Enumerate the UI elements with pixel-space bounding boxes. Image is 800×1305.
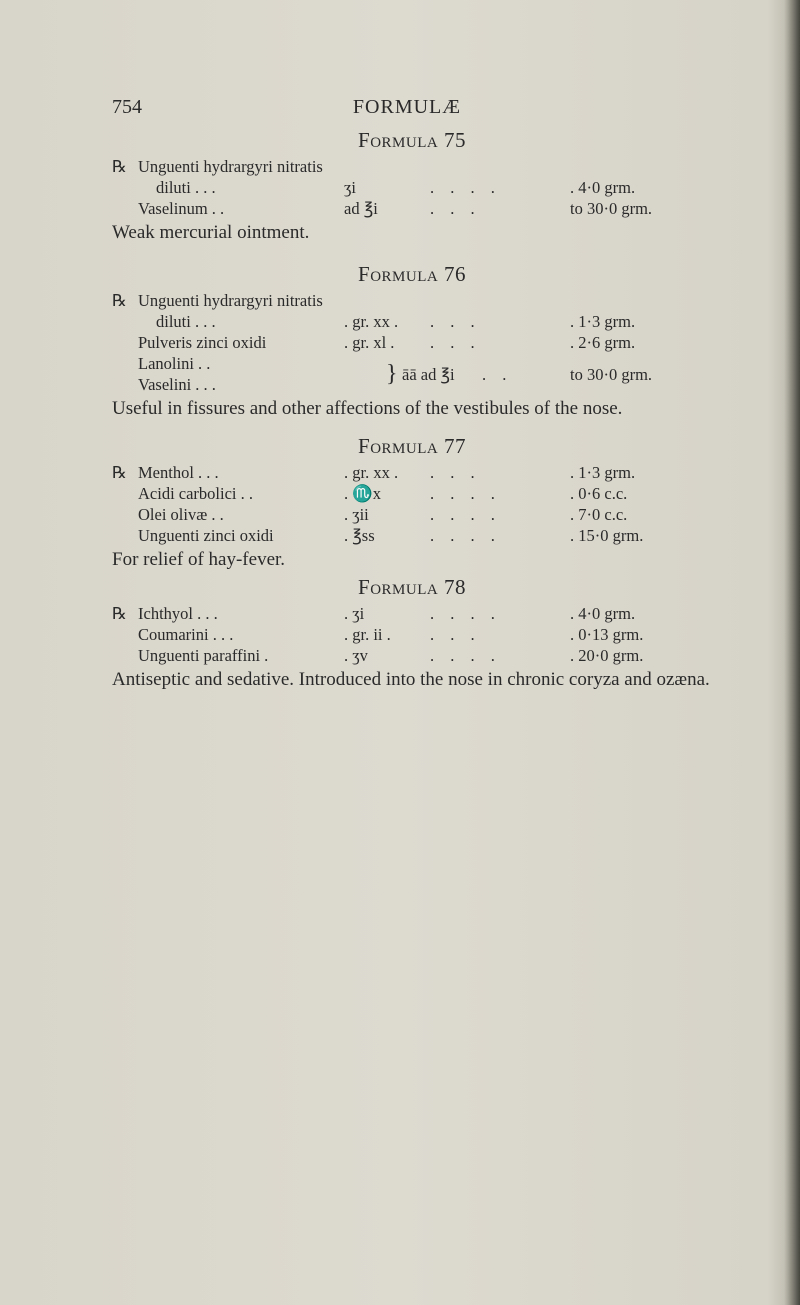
formula-note: For relief of hay-fever. xyxy=(112,549,286,570)
ingredient: Ichthyol . . . xyxy=(138,604,218,623)
formula-note: Antiseptic and sedative. Introduced into the nose in chronic coryza and ozæna. xyxy=(112,669,710,690)
dose: . ℥ss xyxy=(344,526,375,545)
formula-row xyxy=(112,463,712,484)
dose: . ♏x xyxy=(344,484,382,503)
recipe-symbol: ℞ xyxy=(112,157,127,176)
metric-quantity: . 1·3 grm. xyxy=(570,463,636,482)
recipe-symbol: ℞ xyxy=(112,291,127,310)
ingredient: diluti . . . xyxy=(156,178,216,197)
formula-row xyxy=(112,291,712,312)
leader-dots: . . . xyxy=(430,463,481,482)
ingredient: Pulveris zinci oxidi xyxy=(138,333,267,352)
dose: ʒi xyxy=(344,178,356,197)
ingredient: Olei olivæ . . xyxy=(138,505,224,524)
ingredient: Unguenti hydrargyri nitratis xyxy=(138,291,323,310)
formula-row xyxy=(112,526,712,547)
ingredient: Unguenti hydrargyri nitratis xyxy=(138,157,323,176)
ingredient: Unguenti zinci oxidi xyxy=(138,526,274,545)
ingredient: Coumarini . . . xyxy=(138,625,234,644)
metric-quantity: . 15·0 grm. xyxy=(570,526,644,545)
page-edge-shadow xyxy=(784,0,800,1305)
formula-row xyxy=(112,312,712,333)
formula-row xyxy=(112,365,712,396)
metric-quantity: . 4·0 grm. xyxy=(570,604,636,623)
metric-quantity: . 4·0 grm. xyxy=(570,178,636,197)
formula-75 xyxy=(112,128,712,245)
leader-dots: . . xyxy=(482,365,513,384)
formula-row xyxy=(112,333,712,354)
leader-dots: . . . . xyxy=(430,526,501,545)
metric-quantity: to 30·0 grm. xyxy=(570,365,653,384)
dose: . ʒv xyxy=(344,646,368,665)
metric-quantity: . 0·6 c.c. xyxy=(570,484,628,503)
formula-row xyxy=(112,625,712,646)
formula-78 xyxy=(112,575,712,692)
metric-quantity: . 2·6 grm. xyxy=(570,333,636,352)
leader-dots: . . . xyxy=(430,625,481,644)
dose: āā ad ℥i xyxy=(402,365,455,384)
formula-title: Formula 75 xyxy=(358,128,466,152)
formula-77 xyxy=(112,434,712,572)
recipe-symbol: ℞ xyxy=(112,604,127,623)
formula-row xyxy=(112,157,712,178)
formula-row xyxy=(112,505,712,526)
metric-quantity: . 0·13 grm. xyxy=(570,625,644,644)
formula-row xyxy=(112,604,712,625)
dose: . gr. xx . xyxy=(344,312,399,331)
metric-quantity: . 1·3 grm. xyxy=(570,312,636,331)
leader-dots: . . . . xyxy=(430,604,501,623)
formula-title: Formula 78 xyxy=(358,575,466,599)
formula-title: Formula 76 xyxy=(358,262,466,286)
ingredient: diluti . . . xyxy=(156,312,216,331)
formula-row xyxy=(112,199,712,220)
formula-row xyxy=(112,178,712,199)
ingredient: Menthol . . . xyxy=(138,463,219,482)
leader-dots: . . . xyxy=(430,199,481,218)
running-title: FORMULÆ xyxy=(352,96,462,118)
page-header xyxy=(112,96,702,124)
ingredient: Vaselinum . . xyxy=(138,199,225,218)
leader-dots: . . . xyxy=(430,333,481,352)
ingredient: Lanolini . . xyxy=(138,354,211,373)
metric-quantity: . 7·0 c.c. xyxy=(570,505,628,524)
dose: . gr. ii . xyxy=(344,625,391,644)
leader-dots: . . . . xyxy=(430,178,501,197)
dose: ad ℥i xyxy=(344,199,378,218)
ingredient: Acidi carbolici . . xyxy=(138,484,254,503)
formula-row xyxy=(112,484,712,505)
leader-dots: . . . xyxy=(430,312,481,331)
page-number: 754 xyxy=(112,96,142,118)
leader-dots: . . . . xyxy=(430,484,501,503)
leader-dots: . . . . xyxy=(430,646,501,665)
formula-note: Weak mercurial ointment. xyxy=(112,222,310,243)
brace-icon: } xyxy=(386,361,398,387)
ingredient: Unguenti paraffini . xyxy=(138,646,269,665)
dose: . gr. xl . xyxy=(344,333,395,352)
dose: . ʒi xyxy=(344,604,365,623)
metric-quantity: to 30·0 grm. xyxy=(570,199,653,218)
brace-group xyxy=(112,354,712,396)
formula-76 xyxy=(112,262,712,421)
formula-row xyxy=(112,646,712,667)
recipe-symbol: ℞ xyxy=(112,463,127,482)
dose: . ʒii xyxy=(344,505,369,524)
metric-quantity: . 20·0 grm. xyxy=(570,646,644,665)
formula-note: Useful in fissures and other affections of the vestibules of the nose. xyxy=(112,398,623,419)
ingredient: Vaselini . . . xyxy=(138,375,216,394)
formula-title: Formula 77 xyxy=(358,434,466,458)
leader-dots: . . . . xyxy=(430,505,501,524)
dose: . gr. xx . xyxy=(344,463,399,482)
